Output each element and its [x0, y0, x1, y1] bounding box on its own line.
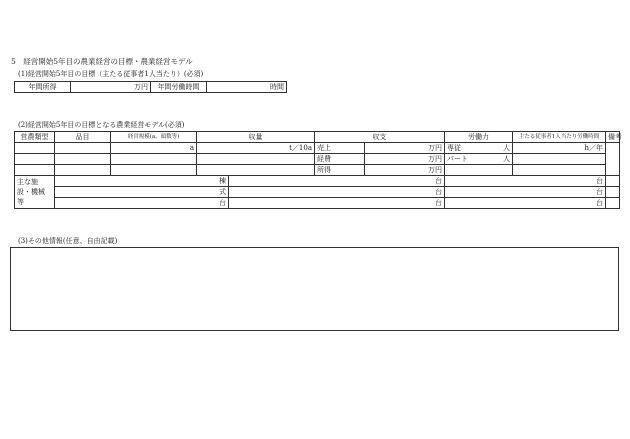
- part-time-label: パート: [447, 155, 468, 163]
- notes-field[interactable]: [606, 143, 620, 176]
- header-balance: 収支: [315, 132, 445, 143]
- header-notes: 備考: [606, 132, 620, 143]
- equipment-extra-1[interactable]: [606, 176, 620, 187]
- item-cell-1[interactable]: [55, 143, 111, 154]
- equipment-extra-3[interactable]: [606, 198, 620, 209]
- facility-field-1[interactable]: 棟: [55, 176, 229, 187]
- equipment-label-line-1: 主な施: [17, 178, 38, 186]
- annual-income-field[interactable]: 万円: [71, 82, 151, 93]
- header-hours: 主たる従事者1人当たり労働時間: [513, 132, 606, 143]
- s1-title: (1)経営開始5年目の目標（主たる従事者1人当たり）(必須): [18, 70, 204, 78]
- machine-field-3[interactable]: 台: [229, 187, 445, 198]
- header-labor: 労働力: [445, 132, 513, 143]
- hours-cell-3[interactable]: [513, 165, 606, 176]
- part-time-unit: 人: [503, 155, 510, 163]
- full-time-field[interactable]: [445, 143, 513, 154]
- equipment-label: [15, 176, 55, 209]
- header-type: 営農類型: [15, 132, 55, 143]
- hours-cell-2[interactable]: [513, 154, 606, 165]
- equipment-label-line-3: 等: [17, 198, 24, 206]
- model-table: [14, 131, 620, 209]
- yield-cell-3[interactable]: [197, 165, 315, 176]
- machine-field-4[interactable]: 台: [445, 187, 606, 198]
- machine-field-1[interactable]: 台: [229, 176, 445, 187]
- work-hours-field[interactable]: 時間: [207, 82, 287, 93]
- facility-field-2[interactable]: 式: [55, 187, 229, 198]
- facility-field-3[interactable]: 台: [55, 198, 229, 209]
- sales-label: 売上: [315, 143, 365, 154]
- work-hours-label: 年間労働時間: [151, 82, 207, 93]
- expenses-label: 経費: [315, 154, 365, 165]
- header-scale: 経営規模(a、頭数等): [111, 132, 197, 143]
- type-cell-3[interactable]: [15, 165, 55, 176]
- item-cell-3[interactable]: [55, 165, 111, 176]
- income-field[interactable]: 万円: [365, 165, 445, 176]
- machine-field-2[interactable]: 台: [445, 176, 606, 187]
- yield-cell-2[interactable]: [197, 154, 315, 165]
- expenses-field[interactable]: 万円: [365, 154, 445, 165]
- equipment-label-line-2: 設・機械: [17, 188, 45, 196]
- scale-cell-2[interactable]: [111, 154, 197, 165]
- item-cell-2[interactable]: [55, 154, 111, 165]
- full-time-unit: 人: [503, 144, 510, 152]
- machine-field-6[interactable]: 台: [445, 198, 606, 209]
- full-time-label: 専従: [447, 144, 461, 152]
- yield-cell-1[interactable]: t／10a: [197, 143, 315, 154]
- type-cell-2[interactable]: [15, 154, 55, 165]
- annual-income-label: 年間所得: [15, 82, 71, 93]
- equipment-extra-2[interactable]: [606, 187, 620, 198]
- target-table: [14, 81, 287, 93]
- sales-field[interactable]: 万円: [365, 143, 445, 154]
- section-title: 5 経営開始5年目の農業経営の目標・農業経営モデル: [11, 57, 193, 66]
- scale-cell-3[interactable]: [111, 165, 197, 176]
- part-time-field[interactable]: [445, 154, 513, 165]
- type-cell-1[interactable]: [15, 143, 55, 154]
- other-info-textarea[interactable]: [10, 247, 619, 331]
- labor-cell-3[interactable]: [445, 165, 513, 176]
- hours-field[interactable]: h／年: [513, 143, 606, 154]
- income-label: 所得: [315, 165, 365, 176]
- header-yield: 収量: [197, 132, 315, 143]
- header-item: 品目: [55, 132, 111, 143]
- scale-cell-1[interactable]: a: [111, 143, 197, 154]
- s3-title: (3)その他情報(任意、自由記載): [18, 237, 118, 245]
- machine-field-5[interactable]: 台: [229, 198, 445, 209]
- s2-title: (2)経営開始5年目の目標となる農業経営モデル(必須): [18, 121, 185, 129]
